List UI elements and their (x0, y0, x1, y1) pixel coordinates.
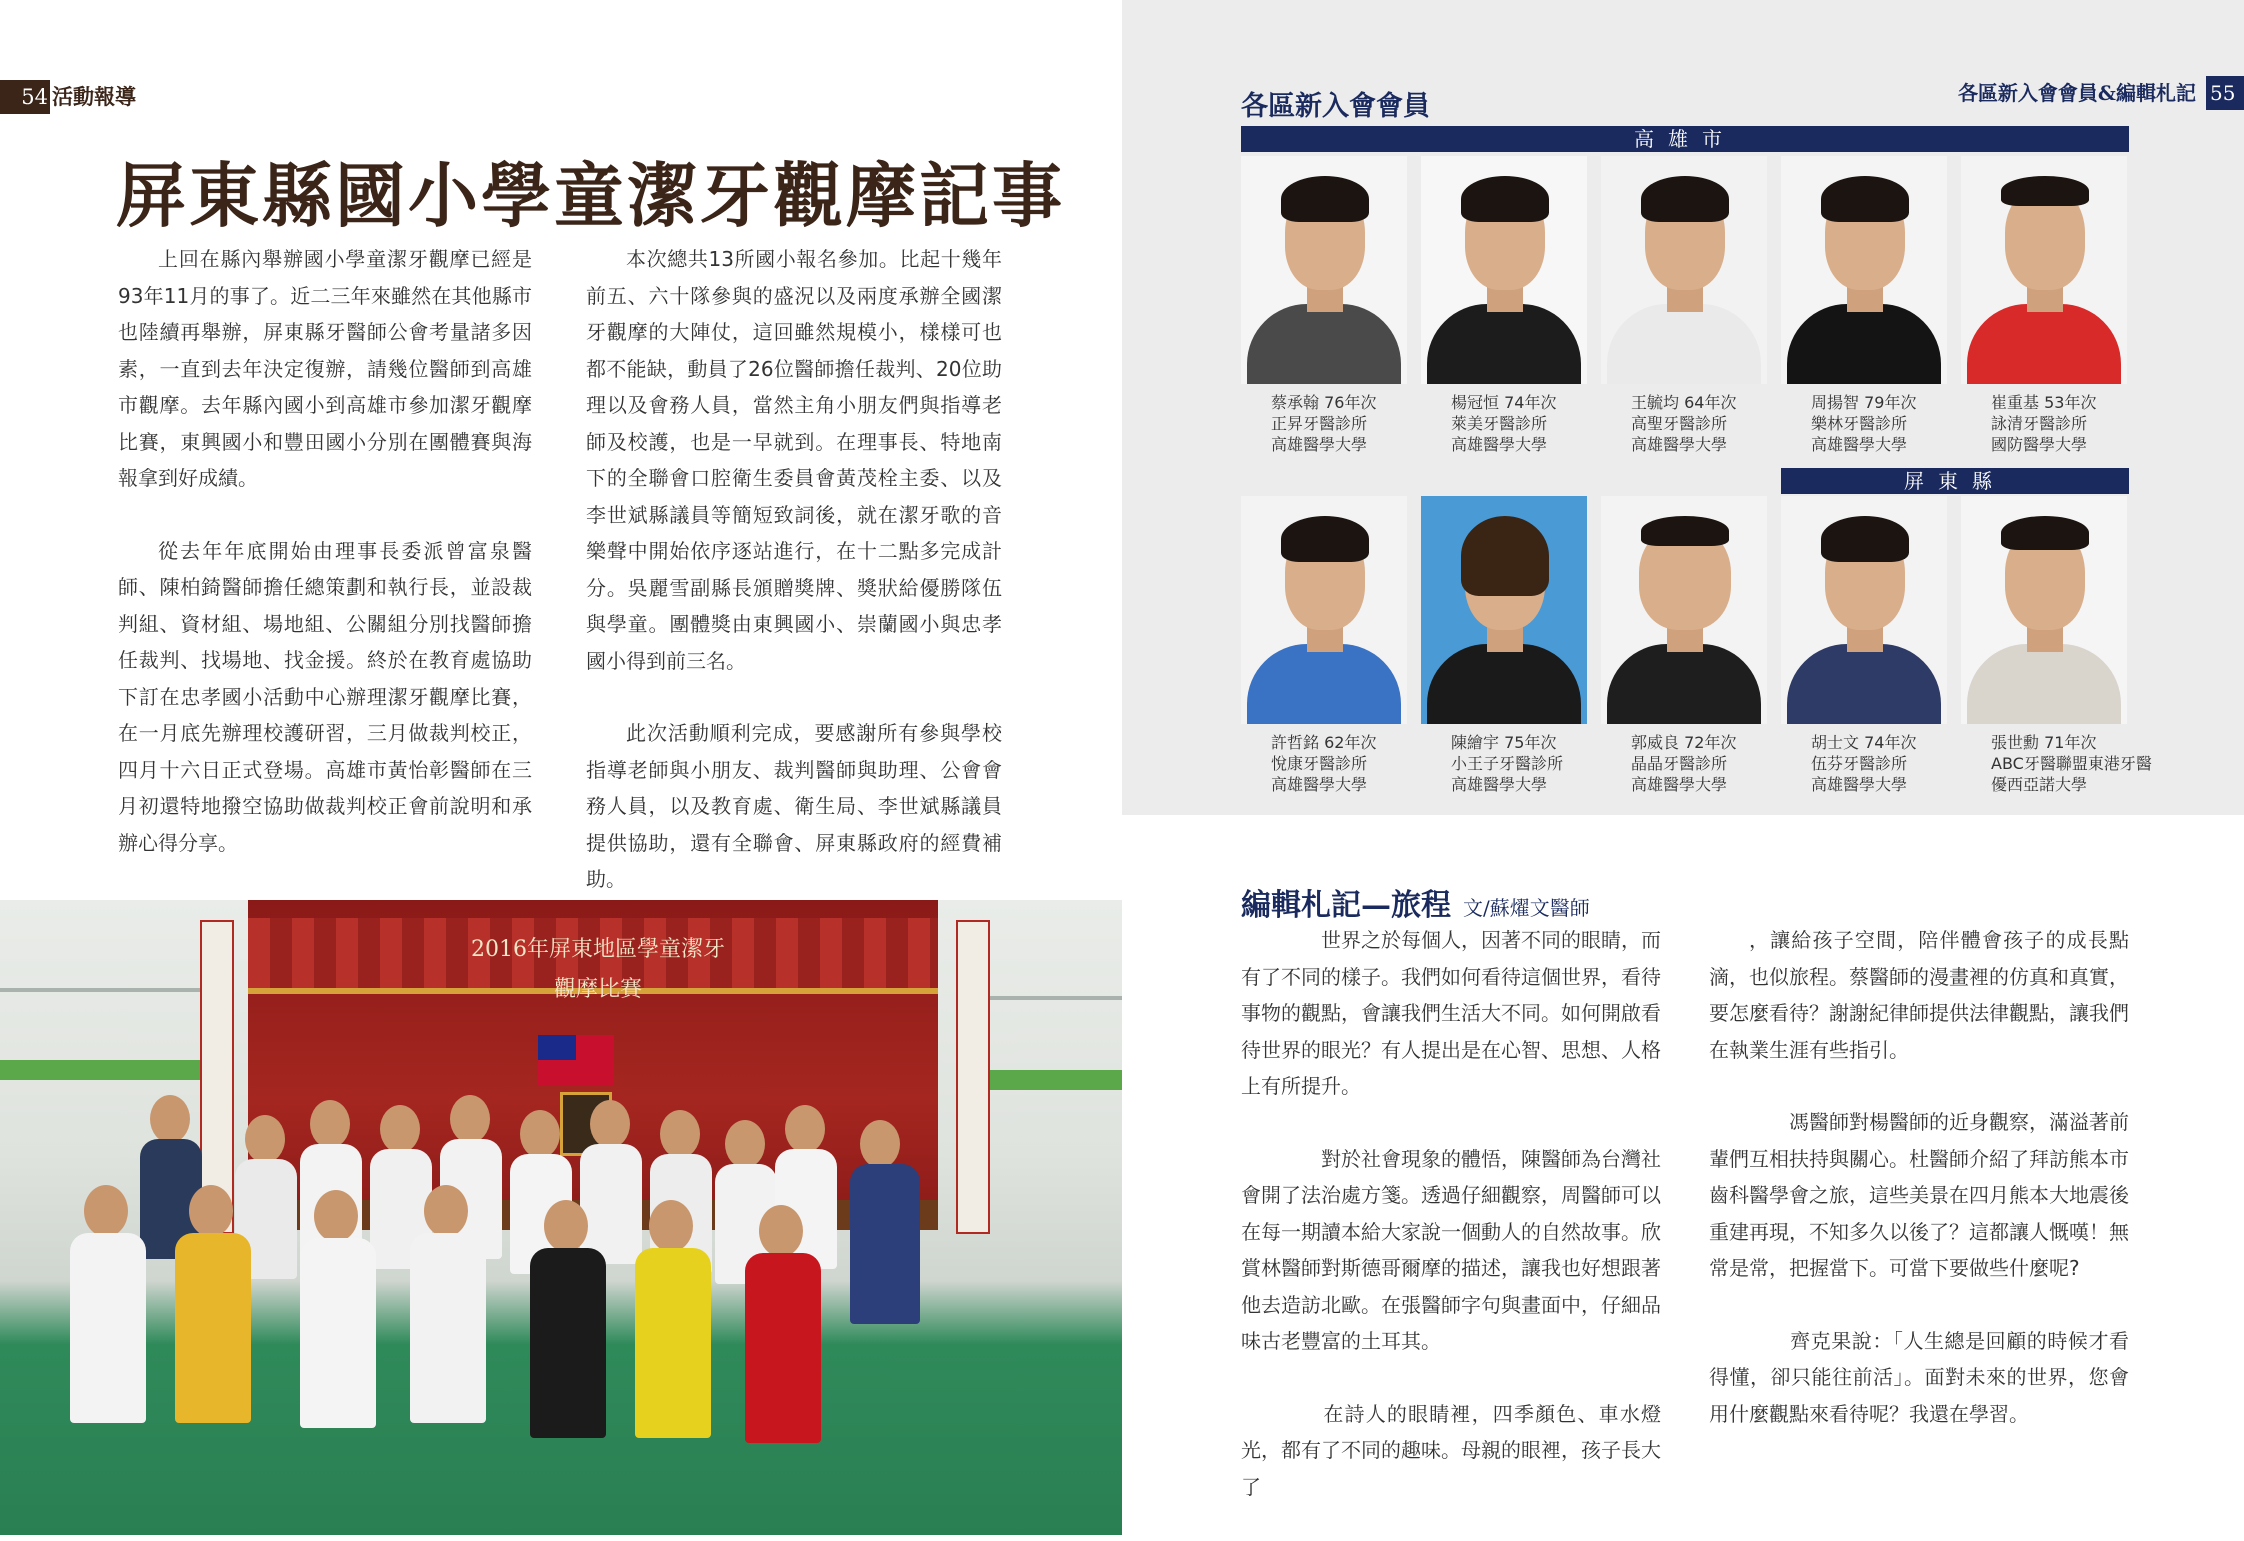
article-column-1 (118, 241, 532, 897)
member-name-year: 蔡承翰 76年次 (1271, 393, 1377, 412)
member-name-year: 王毓均 64年次 (1631, 393, 1737, 412)
member-name-year: 郭威良 72年次 (1631, 733, 1737, 752)
member-school: 國防醫學大學 (1991, 435, 2088, 454)
page-number-right: 55 (2206, 76, 2244, 110)
article-column-2 (586, 241, 1002, 934)
editorial-paragraph: ，讓給孩子空間，陪伴體會孩子的成長點滴，也似旅程。蔡醫師的漫畫裡的仿真和真實，要怎麼看待？謝謝紀律師提供法律觀點，讓我們在執業生涯有些指引。 (1709, 928, 2129, 1062)
member-name-year: 陳繪宇 75年次 (1451, 733, 1557, 752)
member-name-year: 胡士文 74年次 (1811, 733, 1917, 752)
member-caption (1271, 732, 1421, 795)
member-photo (1241, 496, 1407, 724)
section-label-right: 各區新入會會員&編輯札記 (1957, 81, 2196, 105)
member-name-year: 崔重基 53年次 (1991, 393, 2097, 412)
member-caption (1451, 732, 1601, 795)
editorial-byline: 文/蘇燿文醫師 (1463, 896, 1590, 920)
members-title: 各區新入會會員 (1241, 91, 1430, 122)
editorial-paragraph: 齊克果說：「人生總是回顧的時候才看得懂，卻只能往前活」。面對未來的世界，您會用什麼觀點來看待呢？我還在學習。 (1709, 1328, 2129, 1426)
member-clinic: ABC牙醫聯盟東港牙醫 (1991, 754, 2152, 773)
right-page (1122, 0, 2244, 1535)
member-name-year: 許哲銘 62年次 (1271, 733, 1377, 752)
member-school: 高雄醫學大學 (1811, 775, 1908, 794)
member-caption (1271, 392, 1421, 455)
editorial-column-1 (1241, 922, 1661, 1541)
region-bar-kaohsiung: 高雄市 (1241, 126, 2129, 152)
member-caption (1991, 392, 2141, 455)
member-school: 高雄醫學大學 (1811, 435, 1908, 454)
page-number-left: 54 (0, 80, 50, 114)
member-clinic: 萊美牙醫診所 (1451, 414, 1548, 433)
member-clinic: 高聖牙醫診所 (1631, 414, 1728, 433)
member-clinic: 詠清牙醫診所 (1991, 414, 2088, 433)
editorial-paragraph: 在詩人的眼睛裡，四季顏色、車水燈光，都有了不同的趣味。母親的眼裡，孩子長大了 (1241, 1401, 1661, 1499)
member-photo (1961, 496, 2127, 724)
member-clinic: 正昇牙醫診所 (1271, 414, 1368, 433)
editorial-paragraph: 世界之於每個人，因著不同的眼睛，而有了不同的樣子。我們如何看待這個世界，看待事物的觀點，會讓我們生活大不同。如何開啟看待世界的眼光？有人提出是在心智、思想、人格上有所提升。 (1241, 928, 1661, 1098)
stage-banner: 2016年屏東地區學童潔牙觀摩比賽 (471, 937, 725, 1002)
member-photo (1421, 156, 1587, 384)
member-photo (1421, 496, 1587, 724)
member-clinic: 悅康牙醫診所 (1271, 754, 1368, 773)
member-school: 高雄醫學大學 (1271, 775, 1368, 794)
editorial-title: 編輯札記—旅程 (1241, 888, 1451, 923)
member-clinic: 小王子牙醫診所 (1451, 754, 1564, 773)
region-bar-pingtung: 屏東縣 (1781, 468, 2129, 494)
member-clinic: 樂林牙醫診所 (1811, 414, 1908, 433)
left-page (0, 0, 1122, 1535)
member-caption (1631, 732, 1781, 795)
member-photo (1781, 156, 1947, 384)
member-school: 高雄醫學大學 (1631, 435, 1728, 454)
member-clinic: 晶晶牙醫診所 (1631, 754, 1728, 773)
member-caption (1811, 392, 1961, 455)
member-name-year: 周揚智 79年次 (1811, 393, 1917, 412)
article-paragraph: 本次總共13所國小報名參加。比起十幾年前五、六十隊參與的盛況以及兩度承辦全國潔牙觀摩的大陣仗，這回雖然規模小，樣樣可也都不能缺，動員了26位醫師擔任裁判、20位助理以及會務人員，當然主角小朋友們與指導老師及校護，也是一早就到。在理事長、特地南下的全聯會口腔衛生委員會黃茂栓主委、以及李世斌縣議員等簡短致詞後，就在潔牙歌的音樂聲中開始依序逐站進行，在十二點多完成計分。吳麗雪副縣長頒贈獎牌、獎狀給優勝隊伍與學童。團體獎由東興國小、崇蘭國小與忠孝國小得到前三名。 (586, 247, 1002, 673)
member-school: 高雄醫學大學 (1631, 775, 1728, 794)
member-photo (1781, 496, 1947, 724)
member-school: 優西亞諾大學 (1991, 775, 2088, 794)
article-paragraph: 上回在縣內舉辦國小學童潔牙觀摩已經是93年11月的事了。近二三年來雖然在其他縣市也陸續再舉辦，屏東縣牙醫師公會考量諸多因素，一直到去年決定復辦，請幾位醫師到高雄市觀摩。去年縣內國小到高雄市參加潔牙觀摩比賽，東興國小和豐田國小分別在團體賽與海報拿到好成績。 (118, 247, 532, 490)
article-paragraph: 此次活動順利完成，要感謝所有參與學校指導老師與小朋友、裁判醫師與助理、公會會務人員，以及教育處、衛生局、李世斌縣議員提供協助，還有全聯會、屏東縣政府的經費補助。 (586, 721, 1002, 891)
editorial-paragraph: 馮醫師對楊醫師的近身觀察，滿溢著前輩們互相扶持與關心。杜醫師介紹了拜訪熊本市齒科醫學會之旅，這些美景在四月熊本大地震後重建再現，不知多久以後了？這都讓人慨嘆！無常是常，把握當下。可當下要做些什麼呢? (1709, 1110, 2129, 1280)
member-photo (1601, 156, 1767, 384)
member-name-year: 楊冠恒 74年次 (1451, 393, 1557, 412)
member-school: 高雄醫學大學 (1271, 435, 1368, 454)
member-caption (1991, 732, 2152, 795)
member-caption (1631, 392, 1781, 455)
member-school: 高雄醫學大學 (1451, 775, 1548, 794)
section-label-left: 活動報導 (52, 84, 136, 109)
member-photo (1241, 156, 1407, 384)
article-title: 屏東縣國小學童潔牙觀摩記事 (116, 154, 1065, 237)
member-clinic: 伍芬牙醫診所 (1811, 754, 1908, 773)
group-photo (0, 900, 1122, 1535)
member-photo (1961, 156, 2127, 384)
member-name-year: 張世勳 71年次 (1991, 733, 2097, 752)
article-paragraph: 從去年年底開始由理事長委派曾富泉醫師、陳柏錡醫師擔任總策劃和執行長，並設裁判組、資材組、場地組、公關組分別找醫師擔任裁判、找場地、找金援。終於在教育處協助下訂在忠孝國小活動中心辦理潔牙觀摩比賽，在一月底先辦理校護研習，三月做裁判校正，四月十六日正式登場。高雄市黃怡彰醫師在三月初還特地撥空協助做裁判校正會前說明和承辦心得分享。 (118, 538, 532, 855)
editorial-paragraph: 對於社會現象的體悟，陳醫師為台灣社會開了法治處方箋。透過仔細觀察，周醫師可以在每一期讀本給大家說一個動人的自然故事。欣賞林醫師對斯德哥爾摩的描述，讓我也好想跟著他去造訪北歐。在張醫師字句與畫面中，仔細品味古老豐富的土耳其。 (1241, 1146, 1661, 1353)
member-caption (1811, 732, 1961, 795)
group-of-people (0, 900, 1122, 1535)
member-caption (1451, 392, 1601, 455)
member-school: 高雄醫學大學 (1451, 435, 1548, 454)
member-photo (1601, 496, 1767, 724)
editorial-title-block (1241, 880, 1590, 924)
editorial-column-2 (1709, 922, 2129, 1468)
